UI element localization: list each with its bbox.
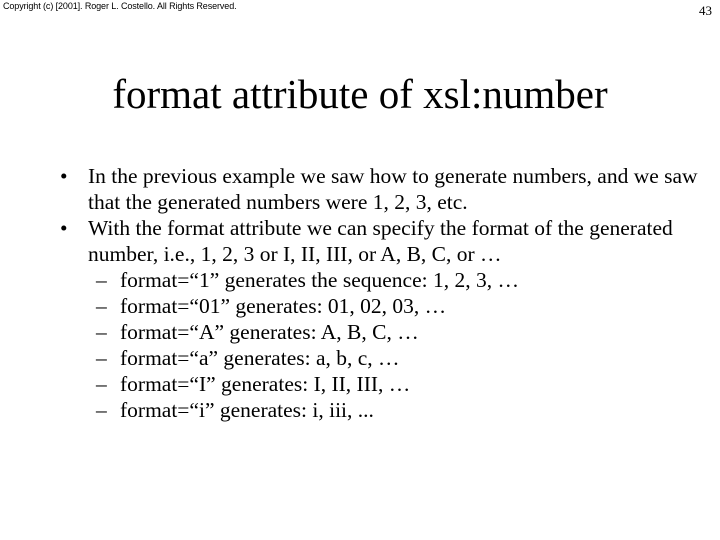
bullet-text: In the previous example we saw how to generate numbers, and we saw that the generated numbers were 1, 2, 3, etc. bbox=[88, 164, 698, 214]
sub-bullet-item: – format=“01” generates: 01, 02, 03, … bbox=[60, 293, 710, 319]
sub-bullet-item: – format=“a” generates: a, b, c, … bbox=[60, 345, 710, 371]
sub-bullet-item: – format=“i” generates: i, iii, ... bbox=[60, 397, 710, 423]
sub-bullet-list bbox=[60, 267, 710, 423]
bullet-item bbox=[60, 215, 710, 267]
sub-bullet-item: – format=“I” generates: I, II, III, … bbox=[60, 371, 710, 397]
bullet-text: With the format attribute we can specify the format of the generated number, i.e., 1, 2, 3 or I, II, III, or A, B, C, or … bbox=[88, 216, 673, 266]
sub-list-container bbox=[60, 267, 710, 423]
copyright-notice: Copyright (c) [2001]. Roger L. Costello. All Rights Reserved. bbox=[3, 1, 237, 11]
sub-bullet-item: – format=“1” generates the sequence: 1, 2, 3, … bbox=[60, 267, 710, 293]
bullet-item bbox=[60, 163, 710, 215]
sub-bullet-item: – format=“A” generates: A, B, C, … bbox=[60, 319, 710, 345]
bullet-list bbox=[60, 163, 710, 423]
page-number: 43 bbox=[699, 3, 712, 18]
slide-title: format attribute of xsl:number bbox=[112, 71, 608, 117]
